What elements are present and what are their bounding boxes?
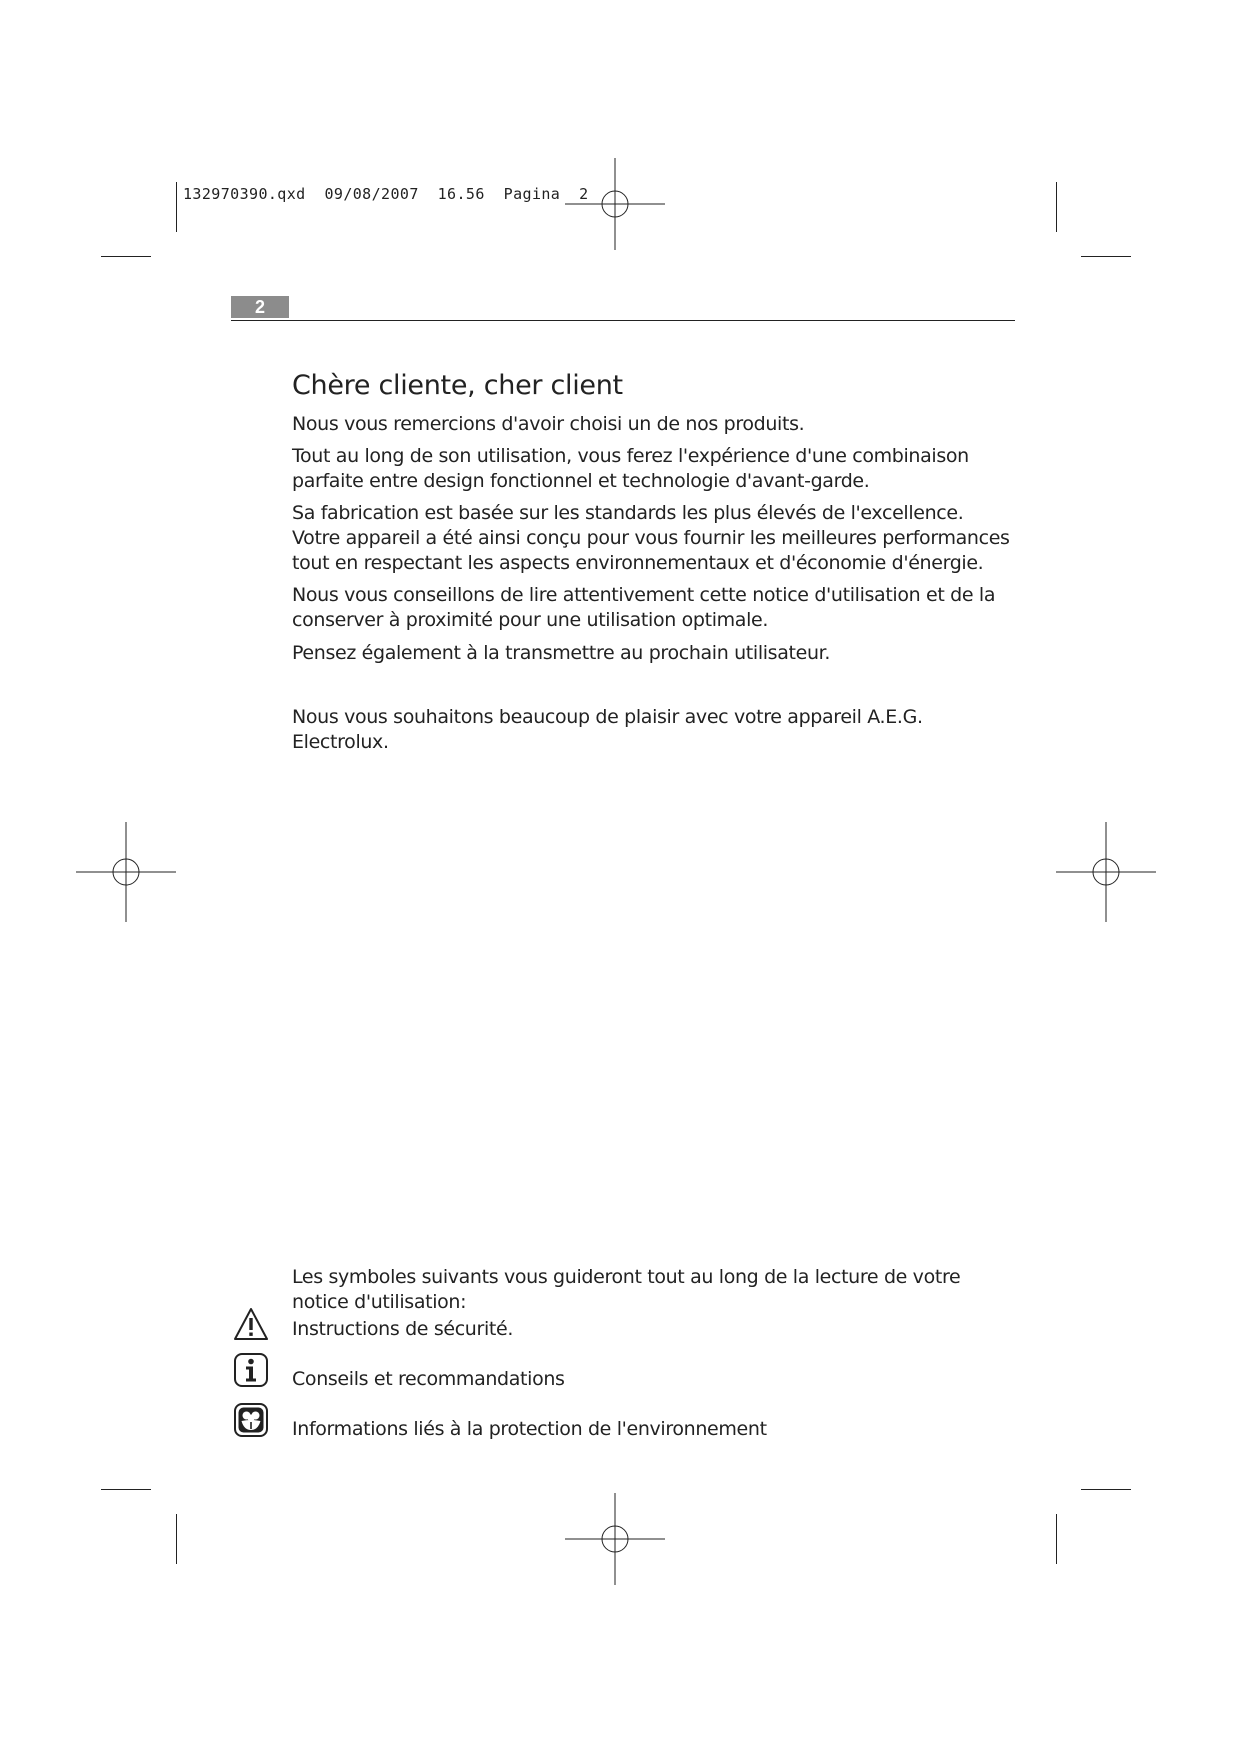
warning-triangle-icon: [233, 1306, 269, 1342]
closing-paragraph: Nous vous souhaitons beaucoup de plaisir avec votre appareil A.E.G. Electrolux.: [292, 706, 923, 753]
intro-paragraph: Nous vous remercions d'avoir choisi un de nos produits.: [292, 413, 805, 435]
intro-paragraph: Sa fabrication est basée sur les standards les plus élevés de l'excellence. Votre appareil a été ainsi conçu pour vous fournir les meilleures performances tout en respectant les aspects environnementaux et d'économie d'énergie.: [292, 502, 1010, 574]
intro-paragraph: Tout au long de son utilisation, vous ferez l'expérience d'une combinaison parfaite entre design fonctionnel et technologie d'avant-garde.: [292, 445, 969, 492]
crop-mark: [101, 1489, 151, 1490]
crop-mark: [1056, 1514, 1057, 1564]
page-title: Chère cliente, cher client: [292, 370, 623, 401]
symbols-intro: Les symboles suivants vous guideront tout au long de la lecture de votre notice d'utilisation:: [292, 1266, 961, 1313]
intro-paragraph: Pensez également à la transmettre au prochain utilisateur.: [292, 642, 831, 664]
crop-mark: [101, 256, 151, 257]
registration-mark-icon: [565, 1489, 665, 1589]
crop-mark: [1056, 182, 1057, 232]
registration-mark-icon: [1056, 822, 1156, 922]
crop-mark: [176, 182, 177, 232]
environment-flower-icon: [233, 1402, 269, 1438]
intro-paragraph: Nous vous conseillons de lire attentivement cette notice d'utilisation et de la conserver à proximité pour une utilisation optimale.: [292, 584, 996, 631]
symbol-label-tips: Conseils et recommandations: [292, 1368, 565, 1390]
print-slug: 132970390.qxd 09/08/2007 16.56 Pagina 2: [183, 185, 589, 203]
page-number-badge: 2: [231, 296, 289, 318]
crop-mark: [1081, 256, 1131, 257]
registration-mark-icon: [76, 822, 176, 922]
symbol-label-safety: Instructions de sécurité.: [292, 1318, 514, 1340]
crop-mark: [176, 1514, 177, 1564]
info-icon: [233, 1352, 269, 1388]
header-rule: [231, 320, 1015, 321]
crop-mark: [1081, 1489, 1131, 1490]
symbol-label-environment: Informations liés à la protection de l'environnement: [292, 1418, 767, 1440]
registration-mark-icon: [565, 154, 665, 254]
